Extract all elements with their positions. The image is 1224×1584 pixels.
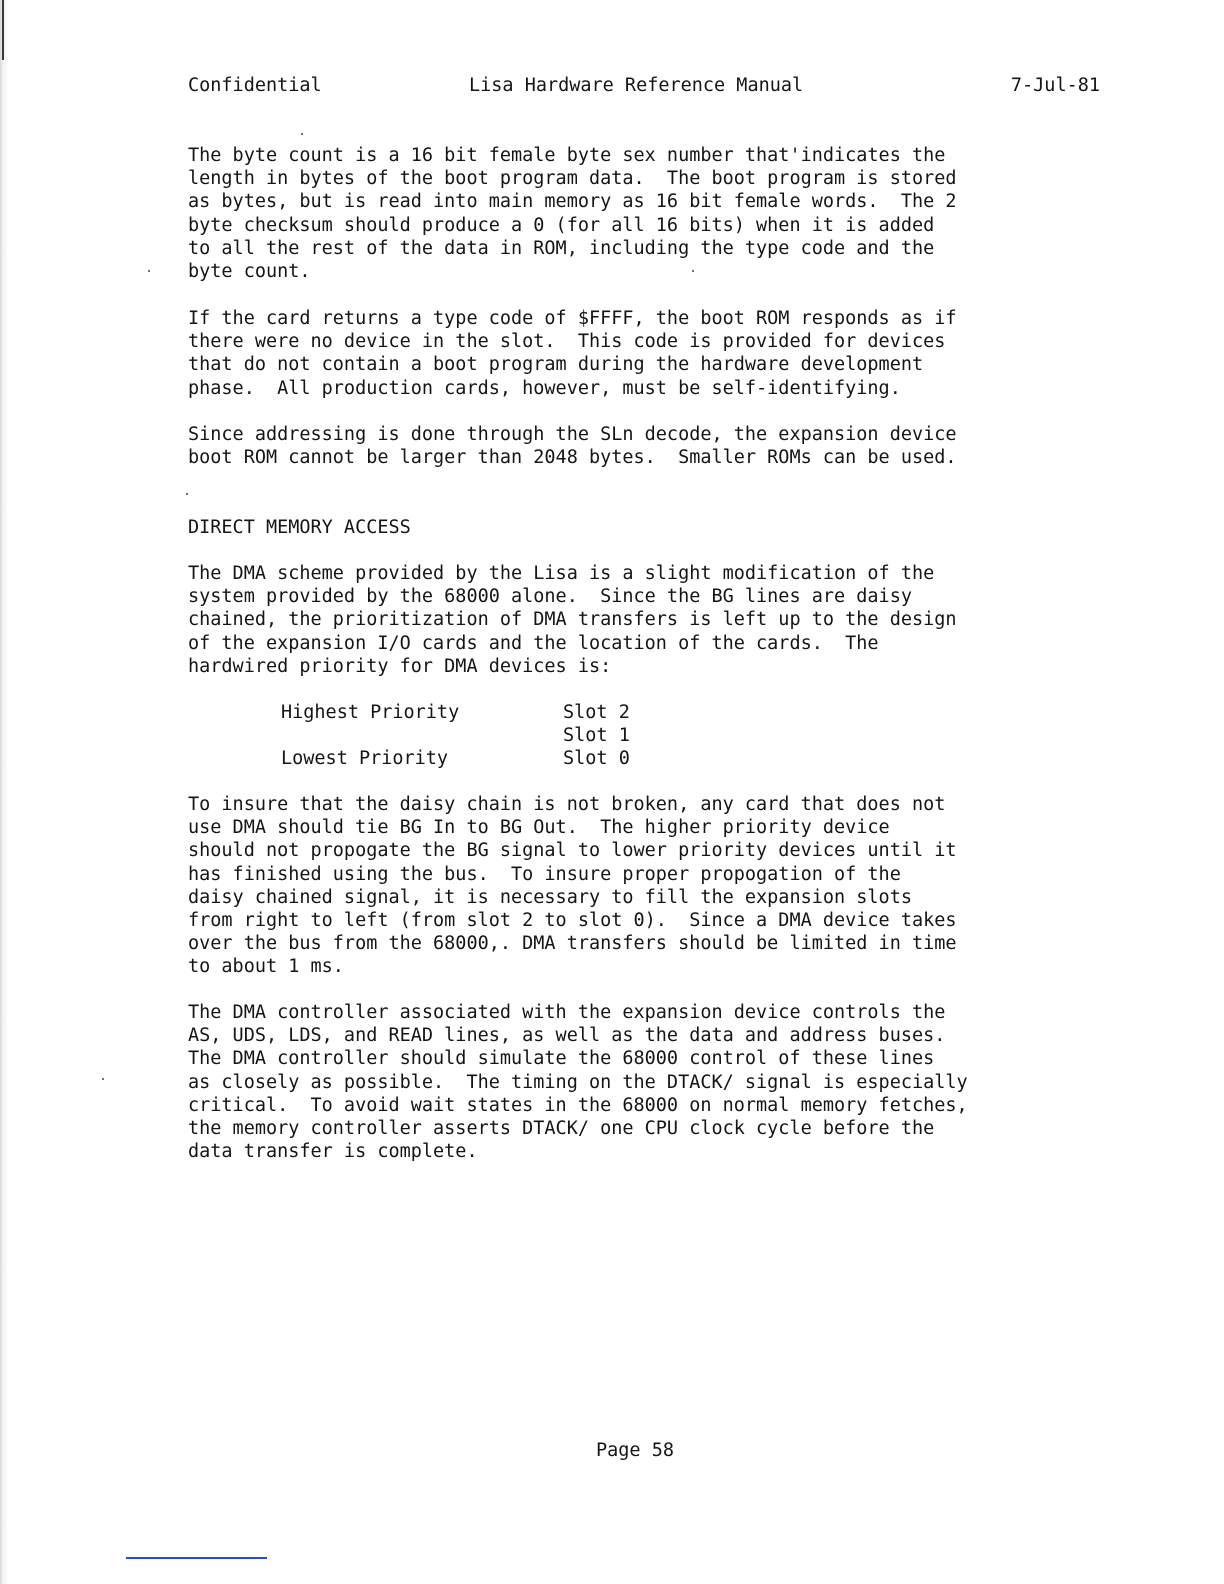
section-heading-dma: DIRECT MEMORY ACCESS bbox=[188, 517, 411, 538]
header-date: 7-Jul-81 bbox=[1010, 75, 1100, 96]
scan-speck bbox=[148, 270, 150, 272]
header-title: Lisa Hardware Reference Manual bbox=[469, 75, 804, 96]
paragraph-daisy-chain: To insure that the daisy chain is not broken, any card that does not use DMA should tie BG In to BG Out. The higher priority device should not propogate the BG signal to lower priority devices until it has finished using the bus. To insure proper propogation of the daisy chained signal, it is necessary to fill the expansion slots from right to left (from slot 2 to slot 0). Since a DMA device takes over the bus from the 68000,. DMA transfers should be limited in time to about 1 ms. bbox=[188, 794, 957, 978]
header-confidential: Confidential bbox=[188, 75, 322, 96]
priority-row bbox=[281, 747, 681, 770]
priority-row bbox=[281, 724, 681, 747]
priority-slot: Slot 0 bbox=[563, 748, 630, 770]
scan-edge-mark bbox=[2, 0, 4, 60]
scan-speck bbox=[692, 270, 694, 272]
priority-label: Highest Priority bbox=[281, 702, 460, 723]
scan-speck bbox=[186, 493, 188, 495]
scan-edge bbox=[0, 0, 9, 1584]
priority-label: Lowest Priority bbox=[281, 748, 449, 770]
paragraph-rom-size: Since addressing is done through the SLn decode, the expansion device boot ROM cannot be larger than 2048 bytes. Smaller ROMs can be used. bbox=[188, 424, 957, 469]
priority-slot: Slot 1 bbox=[563, 725, 630, 747]
page-number: Page 58 bbox=[596, 1440, 674, 1461]
bottom-rule bbox=[126, 1557, 267, 1559]
scan-speck bbox=[301, 133, 303, 135]
page-header bbox=[188, 74, 1100, 98]
priority-row bbox=[281, 701, 681, 724]
priority-slot: Slot 2 bbox=[563, 702, 630, 723]
paragraph-byte-count: The byte count is a 16 bit female byte sex number that'indicates the length in bytes of the boot program data. The boot program is stored as bytes, but is read into main memory as 16 bit female words. The 2 byte checksum should produce a 0 (for all 16 bits) when it is added to all the rest of the data in ROM, including the type code and the byte count. bbox=[188, 145, 957, 283]
dma-priority-table bbox=[281, 701, 681, 771]
paragraph-dma-scheme: The DMA scheme provided by the Lisa is a slight modification of the system provided by the 68000 alone. Since the BG lines are daisy chained, the prioritization of DMA transfers is left up to the design of the expansion I/O cards and the location of the cards. The hardwired priority for DMA devices is: bbox=[188, 563, 957, 677]
scan-speck bbox=[102, 1078, 104, 1080]
paragraph-dma-controller: The DMA controller associated with the expansion device controls the AS, UDS, LDS, and READ lines, as well as the data and address buses. The DMA controller should simulate the 68000 control of these lines as closely as possible. The timing on the DTACK/ signal is especially critical. To avoid wait states in the 68000 on normal memory fetches, the memory controller asserts DTACK/ one CPU clock cycle before the data transfer is complete. bbox=[188, 1002, 968, 1163]
paragraph-type-code: If the card returns a type code of $FFFF, the boot ROM responds as if there were no device in the slot. This code is provided for devices that do not contain a boot program during the hardware development phase. All production cards, however, must be self-identifying. bbox=[188, 308, 957, 399]
